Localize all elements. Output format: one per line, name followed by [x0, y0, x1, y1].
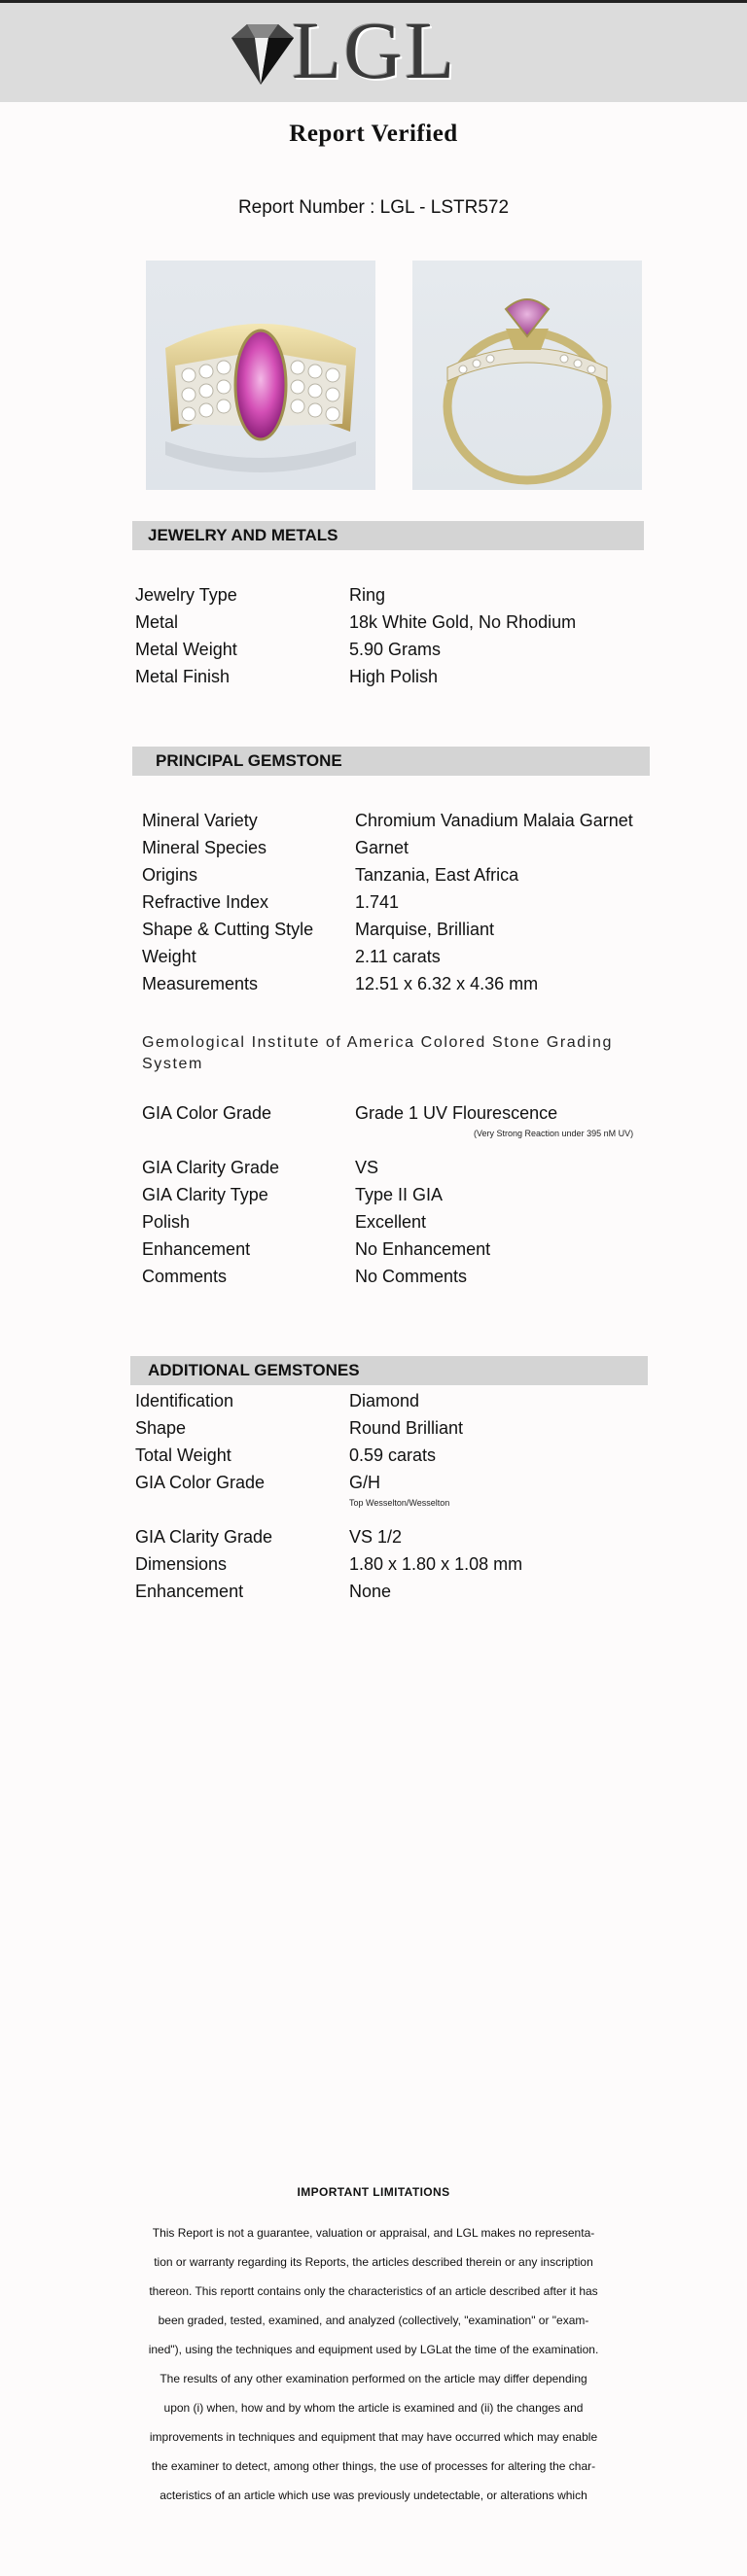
row-label: Shape [135, 1418, 187, 1438]
diamond-icon [226, 22, 296, 87]
row-value: Tanzania, East Africa [355, 865, 519, 885]
row-value: No Comments [355, 1267, 468, 1286]
row-label: Comments [142, 1267, 228, 1286]
row-value: High Polish [349, 667, 439, 686]
row-label: Identification [135, 1391, 234, 1410]
row-label: Total Weight [135, 1445, 231, 1465]
row-value: G/H [349, 1473, 381, 1492]
limitations-line: tion or warranty regarding its Reports, the articles described therein or any inscription [154, 2255, 593, 2269]
row-value: Excellent [355, 1212, 427, 1232]
row-value: Round Brilliant [349, 1418, 464, 1438]
row-label: Refractive Index [142, 892, 269, 912]
section-principal-gemstone-header [132, 747, 650, 776]
limitations-line: improvements in techniques and equipment that may have occurred which may enable [149, 2430, 598, 2444]
row-label: GIA Clarity Grade [142, 1158, 280, 1177]
section-title: PRINCIPAL GEMSTONE [156, 751, 342, 770]
row-label: Shape & Cutting Style [142, 920, 314, 939]
row-value: Marquise, Brilliant [355, 920, 495, 939]
row-value: 0.59 carats [349, 1445, 437, 1465]
logo-text: LGL [292, 6, 457, 96]
limitations-line: ined"), using the techniques and equipment used by LGLat the time of the examination. [148, 2343, 599, 2356]
row-value: 5.90 Grams [349, 640, 442, 659]
row-value: Garnet [355, 838, 409, 857]
row-label: Origins [142, 865, 198, 885]
row-label: Polish [142, 1212, 191, 1232]
ring-side-photo [412, 261, 642, 490]
limitations-line: been graded, tested, examined, and analyzed (collectively, "examination" or "exam- [158, 2314, 589, 2327]
row-label: Measurements [142, 974, 259, 993]
row-label: Metal Finish [135, 667, 231, 686]
lgl-logo [226, 6, 479, 96]
row-label: Jewelry Type [135, 585, 237, 605]
report-number: Report Number : LGL - LSTR572 [237, 197, 510, 218]
row-value: None [349, 1582, 392, 1601]
section-title: JEWELRY AND METALS [148, 526, 338, 544]
row-value: Diamond [349, 1391, 420, 1410]
row-label: Enhancement [135, 1582, 244, 1601]
uv-reaction-note: (Very Strong Reaction under 395 nM UV) [474, 1129, 634, 1138]
row-label: Mineral Species [142, 838, 267, 857]
row-label: GIA Color Grade [135, 1473, 266, 1492]
limitations-line: The results of any other examination performed on the article may differ depending [160, 2372, 587, 2385]
section-additional-gemstones-header [130, 1356, 648, 1385]
row-value: 18k White Gold, No Rhodium [349, 612, 577, 632]
row-label: Dimensions [135, 1554, 228, 1574]
row-value: Grade 1 UV Flourescence [355, 1103, 558, 1123]
limitations-line: upon (i) when, how and by whom the article is examined and (ii) the changes and [163, 2401, 584, 2415]
gia-grading-heading: Gemological Institute of America Colored Stone Grading System [142, 1034, 613, 1072]
row-value: 1.80 x 1.80 x 1.08 mm [349, 1554, 523, 1574]
limitations-line: This Report is not a guarantee, valuation or appraisal, and LGL makes no representa- [152, 2226, 595, 2240]
row-label: GIA Clarity Grade [135, 1527, 273, 1547]
row-value: 1.741 [355, 892, 400, 912]
color-grade-note: Top Wesselton/Wesselton [349, 1498, 450, 1508]
row-value: Ring [349, 585, 386, 605]
row-label: Metal Weight [135, 640, 237, 659]
header-banner [0, 3, 747, 102]
limitations-line: thereon. This reportt contains only the characteristics of an article described after it has [149, 2284, 598, 2298]
limitations-title: IMPORTANT LIMITATIONS [297, 2185, 450, 2199]
row-label: GIA Clarity Type [142, 1185, 268, 1204]
ring-front-photo [146, 261, 375, 490]
row-label: Metal [135, 612, 179, 632]
row-value: 12.51 x 6.32 x 4.36 mm [355, 974, 539, 993]
section-jewelry-metals-header [132, 521, 644, 550]
row-value: No Enhancement [355, 1239, 491, 1259]
row-value: Type II GIA [355, 1185, 444, 1204]
row-value: VS 1/2 [349, 1527, 403, 1547]
report-title: Report Verified [289, 121, 458, 147]
row-value: VS [355, 1158, 379, 1177]
section-title: ADDITIONAL GEMSTONES [148, 1361, 360, 1379]
row-label: Enhancement [142, 1239, 251, 1259]
row-label: GIA Color Grade [142, 1103, 272, 1123]
row-value: Chromium Vanadium Malaia Garnet [355, 811, 633, 830]
row-label: Weight [142, 947, 196, 966]
row-label: Mineral Variety [142, 811, 258, 830]
limitations-line: the examiner to detect, among other things, the use of processes for altering the char- [151, 2459, 596, 2473]
row-value: 2.11 carats [355, 947, 441, 966]
limitations-line: acteristics of an article which use was previously undetectable, or alterations which [160, 2489, 587, 2502]
